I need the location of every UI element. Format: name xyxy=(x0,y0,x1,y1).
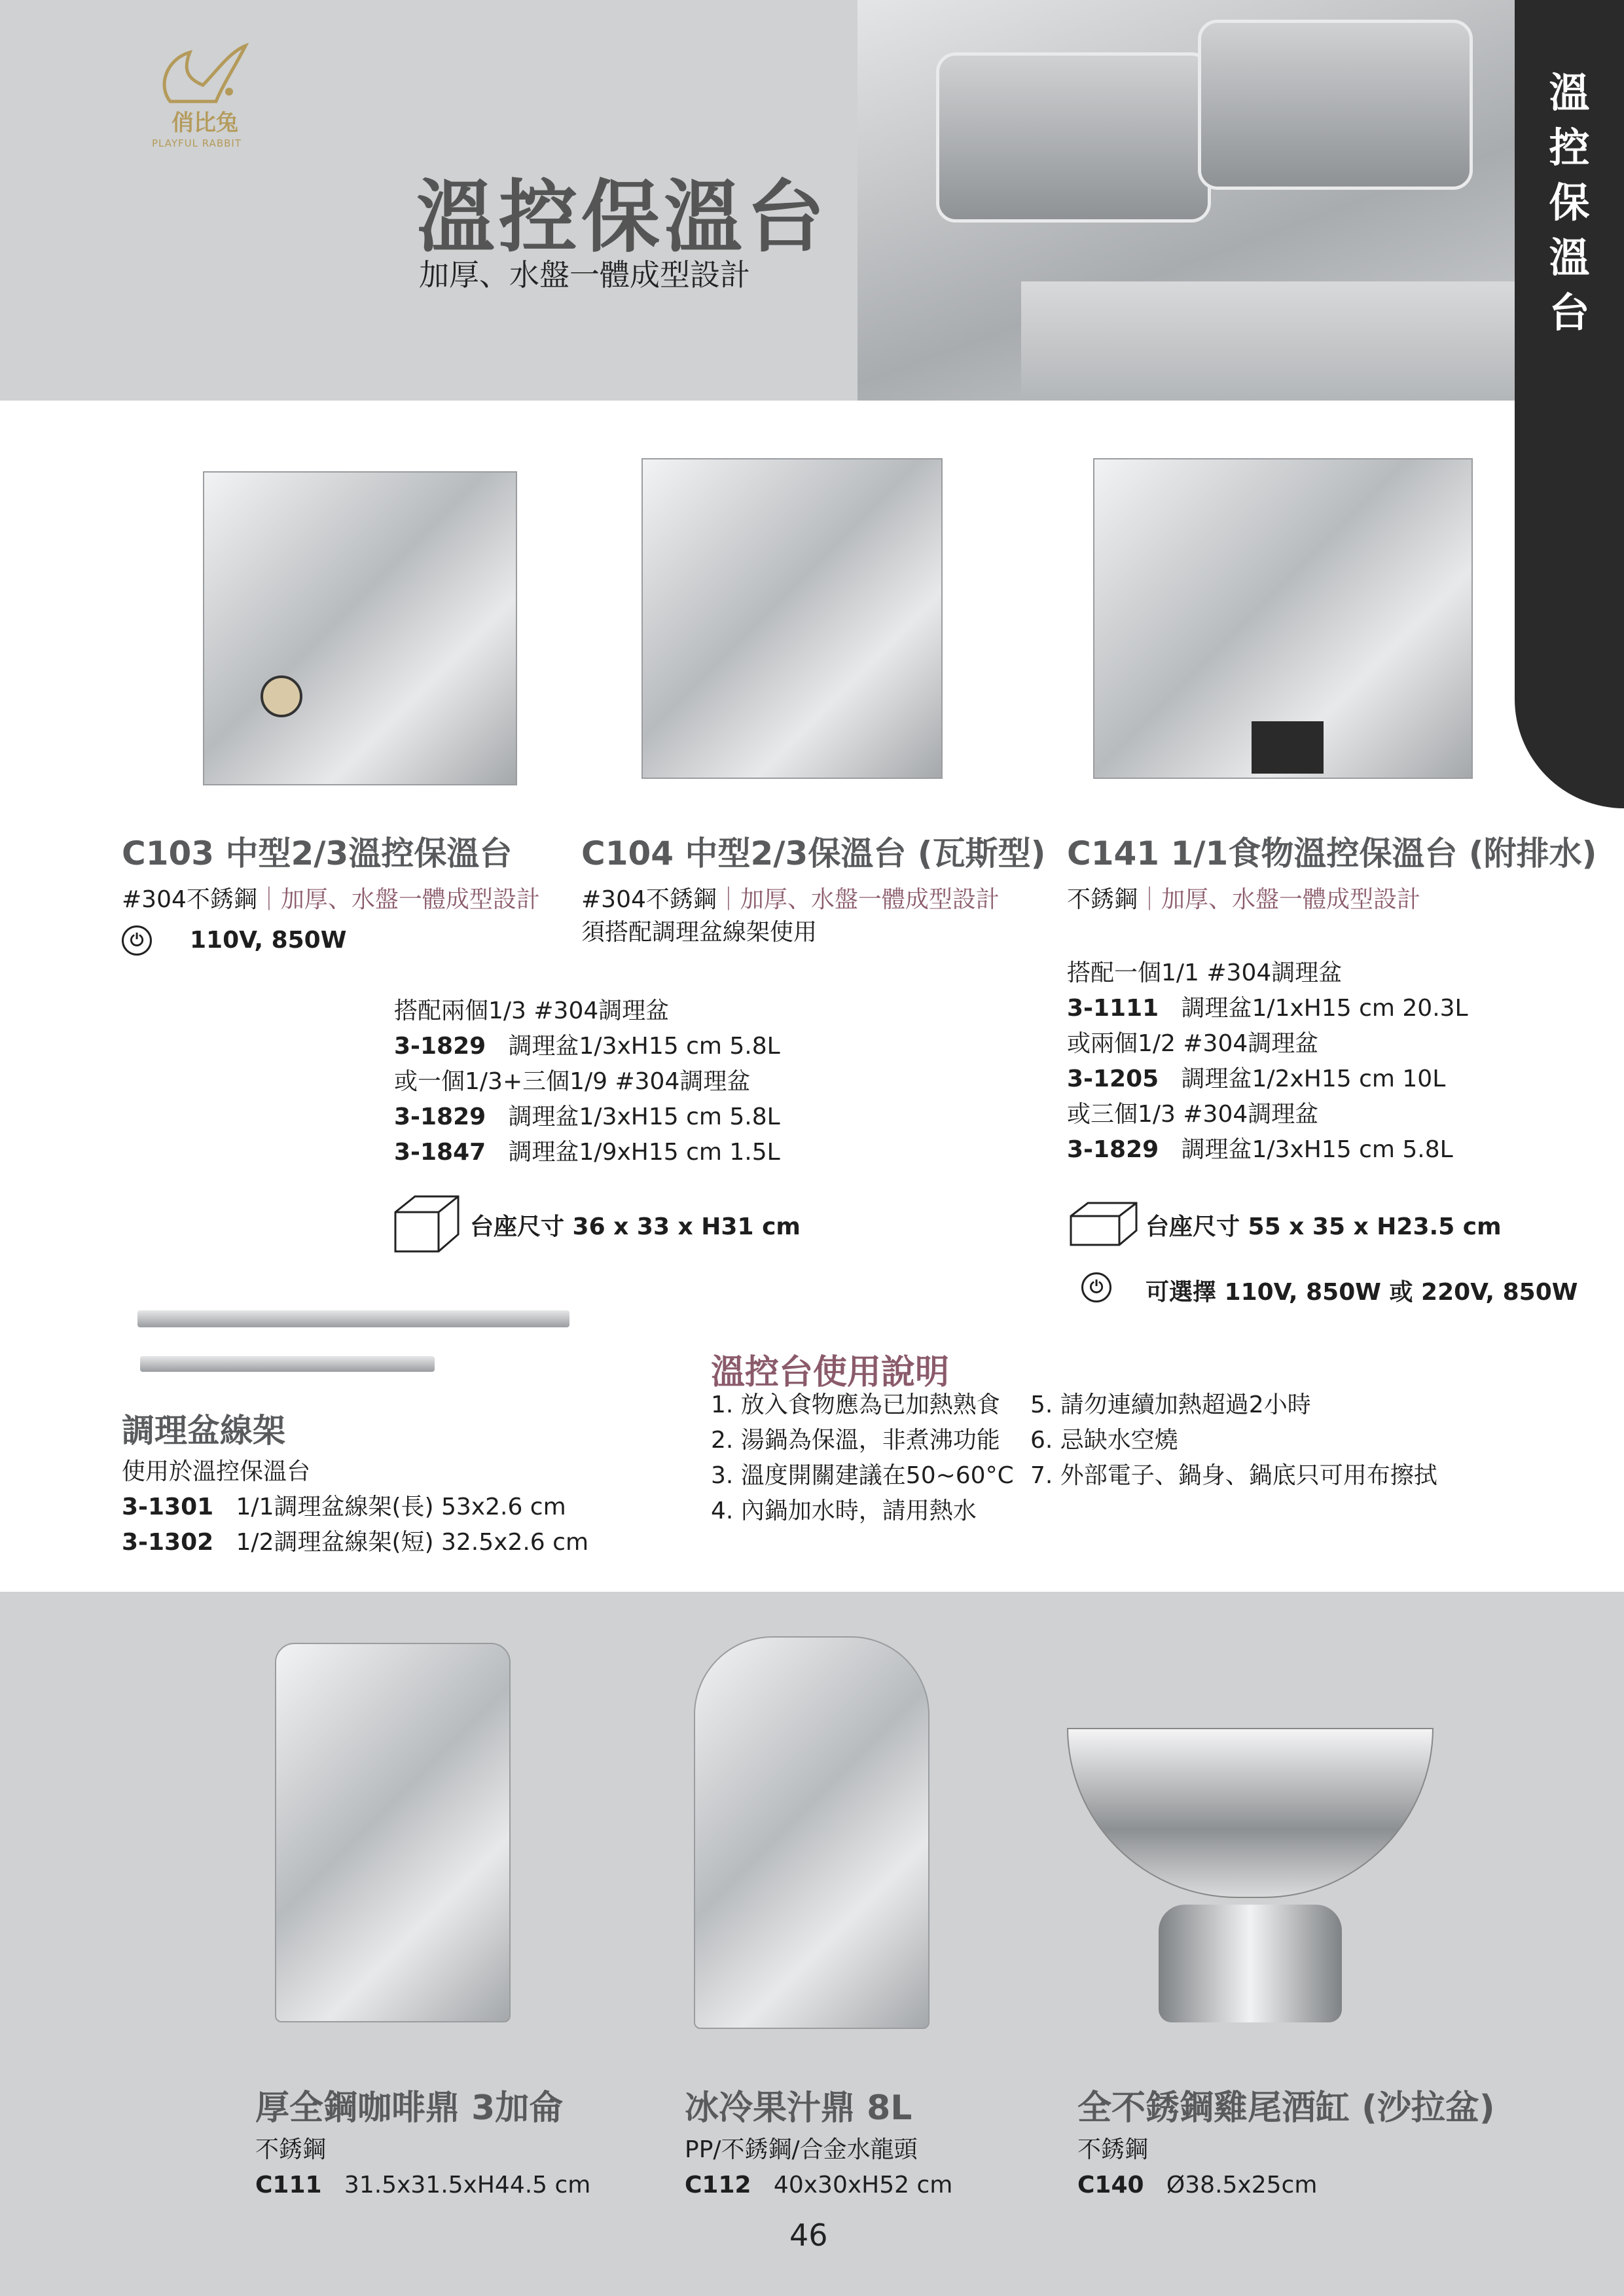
code-size xyxy=(255,2168,590,2203)
product-size: 40x30xH52 cm xyxy=(773,2172,953,2198)
feature: 加厚、水盤一體成型設計 xyxy=(740,886,1000,913)
plug-icon: ⏻ xyxy=(122,925,152,956)
material: 不銹鋼 xyxy=(255,2136,327,2163)
pan-item xyxy=(394,1135,780,1170)
rack-code: 3-1301 xyxy=(122,1494,214,1520)
instructions-left xyxy=(711,1388,1014,1529)
separator: ｜ xyxy=(257,886,281,913)
pan-desc: 調理盆1/2xH15 cm 10L xyxy=(1181,1066,1446,1092)
material: 不銹鋼 xyxy=(1077,2136,1149,2163)
instructions-title: 溫控台使用說明 xyxy=(711,1353,950,1392)
pan-desc: 調理盆1/9xH15 cm 1.5L xyxy=(508,1139,780,1166)
separator: ｜ xyxy=(716,886,740,913)
product-image-c103 xyxy=(203,471,517,785)
rack-desc: 1/1調理盆線架(長) 53x2.6 cm xyxy=(236,1494,566,1520)
base-size-c104: 台座尺寸 36 x 33 x H31 cm xyxy=(470,1213,801,1240)
instruction-item: 3. 溫度開關建議在50~60°C xyxy=(711,1462,1014,1489)
logo-tagline: PLAYFUL RABBIT xyxy=(152,137,242,149)
product-code: C140 xyxy=(1077,2172,1144,2198)
pan-option-line: 搭配一個1/1 #304調理盆 xyxy=(1067,960,1343,986)
product-image-c111 xyxy=(275,1643,511,2022)
product-title-c103: C103 中型2/3溫控保溫台 xyxy=(122,834,513,872)
product-note-c104: 須搭配調理盆線架使用 xyxy=(581,919,818,946)
side-tab-label xyxy=(1515,65,1624,340)
rack-item xyxy=(122,1490,588,1525)
rack-use: 使用於溫控保溫台 xyxy=(122,1458,311,1485)
rack-desc: 1/2調理盆線架(短) 32.5x2.6 cm xyxy=(236,1529,589,1556)
instructions-right xyxy=(1030,1388,1437,1494)
pan-code: 3-1829 xyxy=(1067,1136,1159,1163)
pan-item xyxy=(1067,991,1468,1026)
rack-details xyxy=(122,1454,588,1560)
bowl xyxy=(1067,1728,1434,1898)
pan-option-line: 或兩個1/2 #304調理盆 xyxy=(1067,1030,1319,1057)
rack-item xyxy=(122,1525,588,1560)
product-details-c112 xyxy=(685,2132,952,2203)
pan-desc: 調理盆1/3xH15 cm 5.8L xyxy=(508,1033,780,1060)
pan-code: 3-1847 xyxy=(394,1139,486,1166)
pan-item xyxy=(1067,1132,1468,1168)
product-image-c104 xyxy=(641,458,943,779)
product-details-c111 xyxy=(255,2132,590,2203)
product-spec-c103 xyxy=(122,881,540,914)
product-code: C111 xyxy=(255,2172,322,2198)
instruction-item: 2. 湯鍋為保溫，非煮沸功能 xyxy=(711,1427,1000,1454)
rack-code: 3-1302 xyxy=(122,1529,214,1556)
hero-image xyxy=(857,0,1515,401)
separator: ｜ xyxy=(1138,886,1162,913)
instruction-item: 7. 外部電子、鍋身、鍋底只可用布擦拭 xyxy=(1030,1462,1437,1489)
rabbit-logo-icon xyxy=(131,39,255,111)
hero-pan-2 xyxy=(1198,20,1473,190)
pan-option-line: 或三個1/3 #304調理盆 xyxy=(1067,1101,1319,1128)
logo-name: 俏比兔 xyxy=(171,110,238,136)
bowl-base xyxy=(1159,1905,1342,2022)
pan-item xyxy=(394,1029,780,1064)
material: PP/不銹鋼/合金水龍頭 xyxy=(685,2136,918,2163)
dial-knob xyxy=(261,675,302,717)
plug-icon: ⏻ xyxy=(1081,1272,1111,1302)
instruction-item: 4. 內鍋加水時，請用熱水 xyxy=(711,1498,977,1524)
material: #304不銹鋼 xyxy=(581,886,717,913)
instruction-item: 1. 放入食物應為已加熱熟食 xyxy=(711,1391,1000,1418)
product-title-c111: 厚全鋼咖啡鼎 3加侖 xyxy=(255,2089,564,2128)
pan-item xyxy=(1067,1062,1468,1097)
product-title-c140: 全不銹鋼雞尾酒缸 (沙拉盆) xyxy=(1077,2089,1495,2128)
feature: 加厚、水盤一體成型設計 xyxy=(1161,886,1421,913)
pan-list-middle xyxy=(394,994,780,1170)
product-image-c140 xyxy=(1067,1728,1434,2029)
control-box xyxy=(1252,721,1324,774)
code-size xyxy=(1077,2168,1317,2203)
page-subtitle: 加厚、水盤一體成型設計 xyxy=(419,257,750,293)
pan-desc: 調理盆1/1xH15 cm 20.3L xyxy=(1181,995,1468,1022)
hero-body xyxy=(1021,281,1515,401)
pan-code: 3-1111 xyxy=(1067,995,1159,1022)
instruction-item: 5. 請勿連續加熱超過2小時 xyxy=(1030,1391,1311,1418)
power-c141: 可選擇 110V, 850W 或 220V, 850W xyxy=(1146,1279,1578,1306)
pan-code: 3-1829 xyxy=(394,1033,486,1060)
product-spec-c104 xyxy=(581,881,1000,914)
base-size-c141: 台座尺寸 55 x 35 x H23.5 cm xyxy=(1146,1213,1502,1240)
pan-option-line: 或一個1/3+三個1/9 #304調理盆 xyxy=(394,1068,751,1095)
box-icon xyxy=(393,1193,461,1254)
rack-image-short xyxy=(140,1356,435,1372)
product-image-c141 xyxy=(1093,458,1473,779)
page-number: 46 xyxy=(789,2217,828,2253)
box-icon xyxy=(1068,1200,1139,1247)
product-size: Ø38.5x25cm xyxy=(1166,2172,1318,2198)
material: #304不銹鋼 xyxy=(122,886,257,913)
pan-code: 3-1205 xyxy=(1067,1066,1159,1092)
instruction-item: 6. 忌缺水空燒 xyxy=(1030,1427,1178,1454)
product-title-c141: C141 1/1食物溫控保溫台 (附排水) xyxy=(1067,834,1597,872)
code-size xyxy=(685,2168,952,2203)
page-title: 溫控保溫台 xyxy=(416,172,829,263)
hero-pan-1 xyxy=(936,52,1211,223)
product-code: C112 xyxy=(685,2172,751,2198)
feature: 加厚、水盤一體成型設計 xyxy=(280,886,540,913)
product-size: 31.5x31.5xH44.5 cm xyxy=(344,2172,591,2198)
side-tab-text: 溫控保溫台 xyxy=(1549,69,1590,336)
material: 不銹鋼 xyxy=(1067,886,1138,913)
pan-item xyxy=(394,1100,780,1135)
product-spec-c141 xyxy=(1067,881,1420,914)
pan-desc: 調理盆1/3xH15 cm 5.8L xyxy=(1181,1136,1453,1163)
pan-option-line: 搭配兩個1/3 #304調理盆 xyxy=(394,997,670,1024)
product-title-c104: C104 中型2/3保溫台 (瓦斯型) xyxy=(581,834,1046,872)
pan-desc: 調理盆1/3xH15 cm 5.8L xyxy=(508,1103,780,1130)
product-image-c112 xyxy=(694,1636,929,2029)
rack-title: 調理盆線架 xyxy=(122,1412,285,1450)
pan-list-right xyxy=(1067,956,1468,1168)
pan-code: 3-1829 xyxy=(394,1103,486,1130)
product-title-c112: 冰冷果汁鼎 8L xyxy=(685,2089,912,2128)
power-c103: 110V, 850W xyxy=(190,927,347,954)
rack-image-long xyxy=(137,1310,569,1327)
product-details-c140 xyxy=(1077,2132,1317,2203)
